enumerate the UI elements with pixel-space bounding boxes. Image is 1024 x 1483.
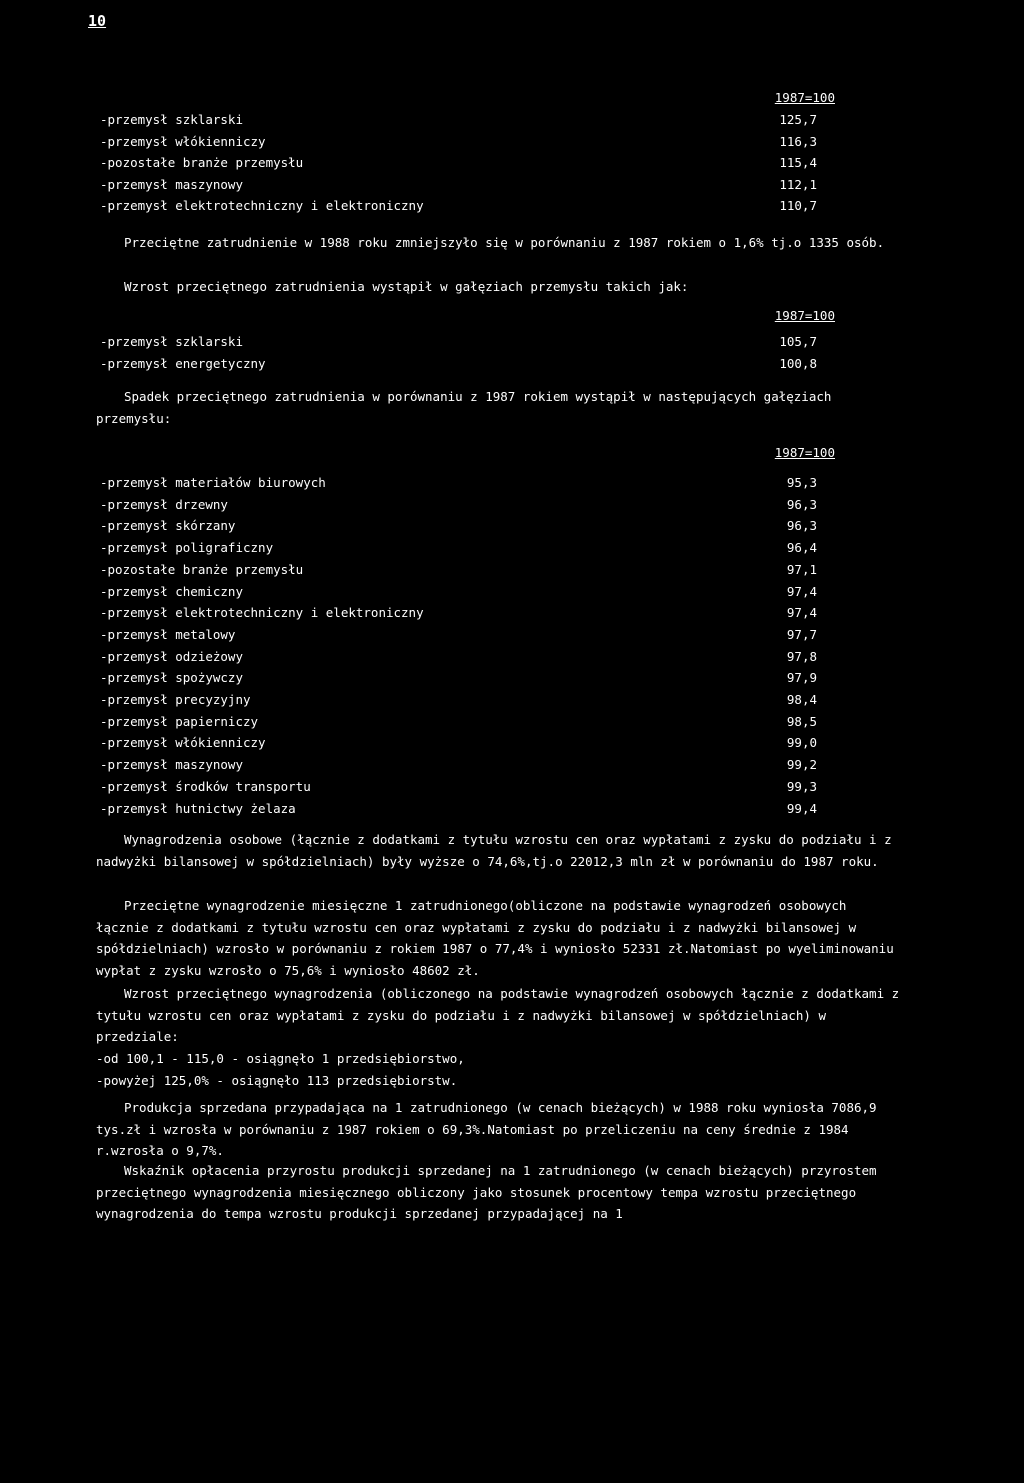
paragraph-wage-growth-range: Wzrost przeciętnego wynagrodzenia (obliczonego na podstawie wynagrodzeń osobowych łącznie z dodatkami z tytułu wzrostu cen oraz wypłatami z zysku do podziału i z nadwyżki bilansowej w spółdzielniach) w przedziale: [96,986,900,1045]
table-row [100,735,845,757]
list-item: -powyżej 125,0% - osiągnęło 113 przedsiębiorstw. [96,1072,458,1088]
table-row [100,155,845,177]
table-row [100,518,845,540]
table-row [100,801,845,823]
index-value: 115,4 [779,155,817,170]
table-row [100,562,845,584]
industry-label: -pozostałe branże przemysłu [100,155,304,170]
industry-label: -przemysł elektrotechniczny i elektroniczny [100,198,424,213]
table-row [100,334,845,356]
index-value: 112,1 [779,176,817,192]
industry-label: -przemysł hutnictwy żelaza [100,800,296,816]
paragraph-wages: Wynagrodzenia osobowe (łącznie z dodatkami z tytułu wzrostu cen oraz wypłatami z zysku do podziału i z nadwyżki bilansowej w spółdzielniach) były wyższe o 74,6%,tj.o 22012,3 mln zł w porównaniu do 1987 roku. [96,832,892,869]
table-row [100,670,845,692]
index-value: 99,4 [786,800,817,816]
index-value: 97,1 [786,561,817,577]
paragraph-average-wage: Przeciętne wynagrodzenie miesięczne 1 zatrudnionego(obliczone na podstawie wynagrodzeń osobowych łącznie z dodatkami z tytułu wzrostu cen oraz wypłatami z zysku do podziału i z nadwyżki bilansowej w spółdzielniach) wzrosło w porównaniu z rokiem 1987 o 77,4% i wyniosło 52331 zł.Natomiast po wyeliminowaniu wypłat z zysku wzrosło o 75,6% i wyniosło 48602 zł. [96,898,894,978]
index-value: 97,9 [786,670,817,686]
index-value: 98,5 [786,713,817,729]
industry-label: -przemysł spożywczy [100,670,243,686]
table-row [100,356,845,378]
table-row [100,134,845,156]
paragraph-employment-drop-intro: Spadek przeciętnego zatrudnienia w porównaniu z 1987 rokiem wystąpił w następujących gałęziach przemysłu: [96,389,832,426]
index-value: 98,4 [786,692,817,707]
table-row [100,649,845,671]
industry-label: -przemysł elektrotechniczny i elektroniczny [100,605,424,621]
industry-label: -przemysł maszynowy [100,176,243,192]
index-value: 97,8 [786,648,817,664]
table-row [100,757,845,779]
industry-label: -przemysł szklarski [100,334,243,349]
industry-label: -przemysł szklarski [100,112,243,127]
table-row [100,497,845,519]
industry-label: -przemysł skórzany [100,518,236,534]
table-row [100,779,845,801]
index-value: 96,4 [786,540,817,556]
page-number: 10 [88,12,107,30]
table-row [100,605,845,627]
industry-label: -przemysł energetyczny [100,356,266,371]
index-value: 97,7 [786,626,817,642]
industry-label: -przemysł maszynowy [100,757,243,773]
index-value: 110,7 [779,198,817,213]
index-value: 125,7 [779,112,817,127]
table-row [100,540,845,562]
decline-table [100,445,845,825]
industry-label: -przemysł włókienniczy [100,133,266,149]
table-row [100,714,845,736]
table-row [100,692,845,714]
table-row [100,112,845,134]
table-row [100,475,845,497]
index-value: 96,3 [786,496,817,512]
paragraph-productivity-index: Wskaźnik opłacenia przyrostu produkcji sprzedanej na 1 zatrudnionego (w cenach bieżących) przyrostem przeciętnego wynagrodzenia miesięcznego obliczony jako stosunek procentowy tempa wzrostu przeciętnego wynagrodzenia do tempa wzrostu produkcji sprzedanej przypadającej na 1 [96,1163,877,1222]
table-row [100,198,845,220]
index-value: 97,4 [786,583,817,599]
index-value: 95,3 [786,475,817,490]
industry-label: -przemysł włókienniczy [100,735,266,751]
index-value: 99,3 [786,778,817,794]
table-header-1987-100: 1987=100 [774,308,835,323]
index-value: 97,4 [786,605,817,621]
industry-label: -przemysł drzewny [100,496,228,512]
table-row [100,627,845,649]
industry-label: -pozostałe branże przemysłu [100,561,304,577]
growth-table-2 [100,308,845,378]
paragraph-sold-production: Produkcja sprzedana przypadająca na 1 zatrudnionego (w cenach bieżących) w 1988 roku wyniosła 7086,9 tys.zł i wzrosła w porównaniu z 1987 rokiem o 69,3%.Natomiast po przeliczeniu na ceny średnie z 1984 r.wzrosła o 9,7%. [96,1100,877,1159]
industry-label: -przemysł poligraficzny [100,540,274,556]
wage-range-list [96,1048,906,1091]
table-header-1987-100: 1987=100 [774,90,835,105]
index-value: 99,0 [786,735,817,751]
industry-label: -przemysł papierniczy [100,713,259,729]
industry-label: -przemysł odzieżowy [100,648,243,664]
index-value: 96,3 [786,518,817,534]
industry-label: -przemysł środków transportu [100,778,311,794]
table-row [100,584,845,606]
industry-label: -przemysł precyzyjny [100,692,251,707]
list-item: -od 100,1 - 115,0 - osiągnęło 1 przedsiębiorstwo, [96,1051,465,1066]
index-value: 99,2 [786,757,817,773]
index-value: 116,3 [779,133,817,149]
industry-label: -przemysł metalowy [100,626,236,642]
index-value: 100,8 [779,356,817,371]
paragraph-employment-decline: Przeciętne zatrudnienie w 1988 roku zmniejszyło się w porównaniu z 1987 rokiem o 1,6% tj.o 1335 osób. [124,235,885,250]
industry-label: -przemysł chemiczny [100,583,243,599]
table-header-1987-100: 1987=100 [774,445,835,460]
paragraph-employment-growth-intro: Wzrost przeciętnego zatrudnienia wystąpił w gałęziach przemysłu takich jak: [124,279,689,294]
table-row [100,177,845,199]
index-value: 105,7 [779,334,817,349]
growth-table-1 [100,90,845,220]
industry-label: -przemysł materiałów biurowych [100,475,326,490]
